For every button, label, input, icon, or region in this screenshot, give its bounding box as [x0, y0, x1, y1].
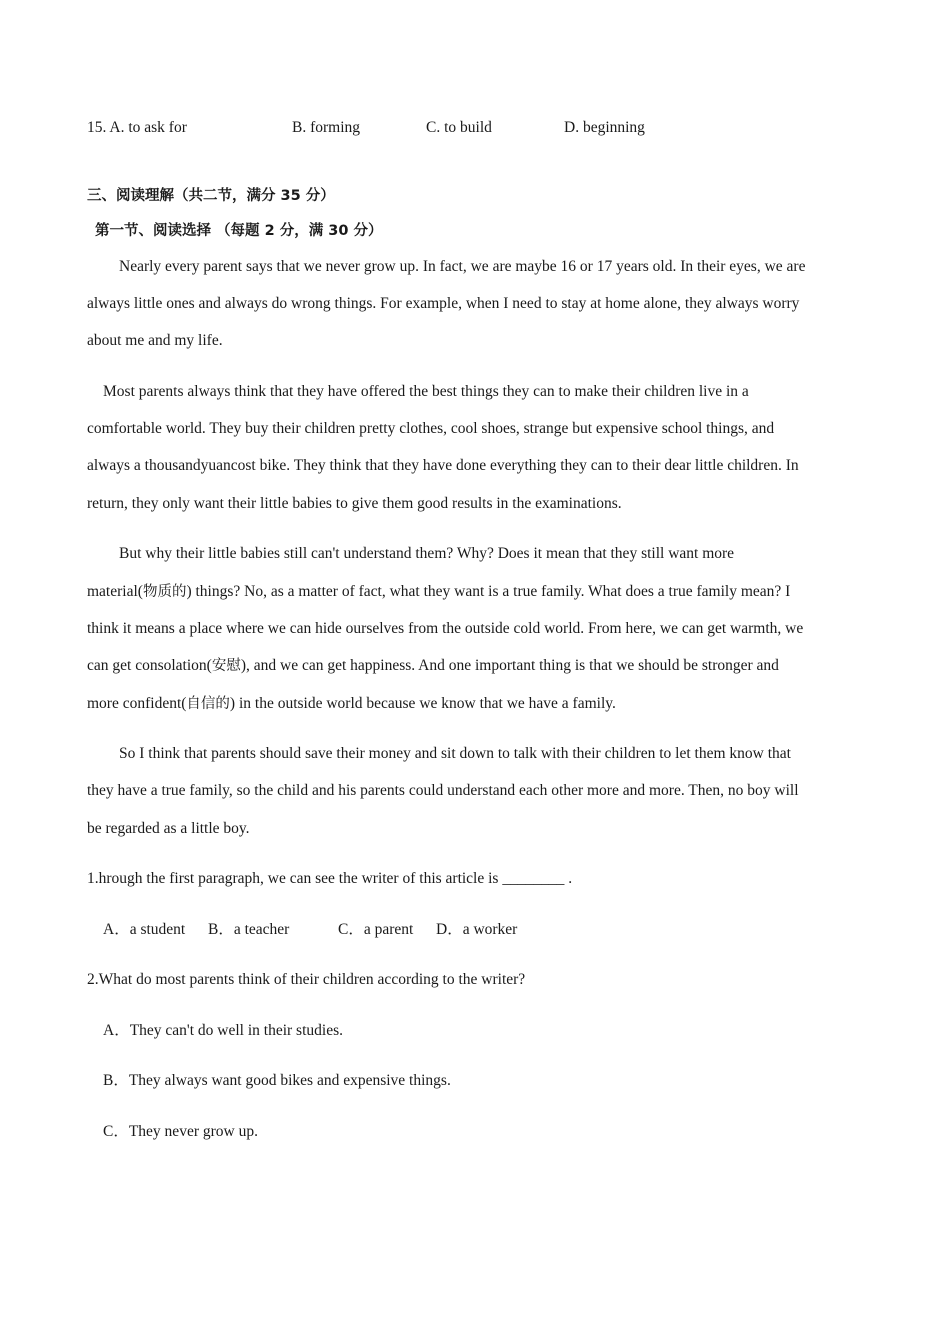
paragraph-4-line: So I think that parents should save their money and sit down to talk with their children to let them know that [119, 745, 791, 762]
paragraph-3-line: But why their little babies still can't understand them? Why? Does it mean that they still want more [119, 545, 735, 562]
q15-option-c: C. to build [426, 119, 492, 136]
subsection-title: 第一节、阅读选择 （每题 2 分，满 30 分） [95, 223, 383, 239]
q1-option-c: C．a parent [338, 921, 414, 938]
q15-option-a: 15. A. to ask for [87, 119, 187, 136]
paragraph-4-line: they have a true family, so the child and his parents could understand each other more and more. Then, no boy will [87, 782, 799, 799]
text-run: ) in the outside world because we know that we have a family. [229, 695, 616, 712]
q2-option-a: A．They can't do well in their studies. [103, 1022, 343, 1039]
paragraph-4-line: be regarded as a little boy. [87, 820, 250, 837]
text-run: ), and we can get happiness. And one important thing is that we should be stronger and [240, 657, 779, 674]
chinese-gloss: 安慰 [211, 658, 241, 674]
question-1-stem: 1.hrough the first paragraph, we can see the writer of this article is ________ . [87, 870, 573, 887]
q15-option-d: D. beginning [564, 119, 645, 136]
text-run: material( [87, 583, 143, 600]
paragraph-3-line [87, 656, 779, 676]
paragraph-1-line: Nearly every parent says that we never grow up. In fact, we are maybe 16 or 17 years old. In their eyes, we are [119, 258, 806, 275]
paragraph-2-line: comfortable world. They buy their children pretty clothes, cool shoes, strange but expensive school things, and [87, 420, 775, 437]
paragraph-3-line [87, 694, 616, 714]
question-2-stem: 2.What do most parents think of their children according to the writer? [87, 971, 526, 988]
q1-option-d: D．a worker [436, 921, 518, 938]
paragraph-2-line: Most parents always think that they have offered the best things they can to make their children live in a [103, 383, 749, 400]
paragraph-2-line: return, they only want their little babies to give them good results in the examinations. [87, 495, 622, 512]
section-title: 三、阅读理解（共二节，满分 35 分） [87, 188, 335, 204]
paragraph-2-line: always a thousandyuancost bike. They think that they have done everything they can to their dear little children. In [87, 457, 799, 474]
paragraph-3-line [87, 582, 790, 602]
paragraph-1-line: about me and my life. [87, 332, 223, 349]
chinese-gloss: 自信的 [186, 696, 230, 712]
q1-option-b: B．a teacher [208, 921, 290, 938]
paragraph-3-line: think it means a place where we can hide ourselves from the outside cold world. From here, we can get warmth, we [87, 620, 804, 637]
text-run: can get consolation( [87, 657, 212, 674]
text-run: more confident( [87, 695, 187, 712]
q1-option-a: A．a student [103, 921, 186, 938]
paragraph-1-line: always little ones and always do wrong things. For example, when I need to stay at home alone, they always worry [87, 295, 800, 312]
q2-option-c: C．They never grow up. [103, 1123, 258, 1140]
chinese-gloss: 物质的 [142, 584, 187, 600]
q2-option-b: B．They always want good bikes and expensive things. [103, 1072, 451, 1089]
text-run: ) things? No, as a matter of fact, what they want is a true family. What does a true family mean? I [186, 583, 791, 600]
q15-option-b: B. forming [292, 119, 361, 136]
